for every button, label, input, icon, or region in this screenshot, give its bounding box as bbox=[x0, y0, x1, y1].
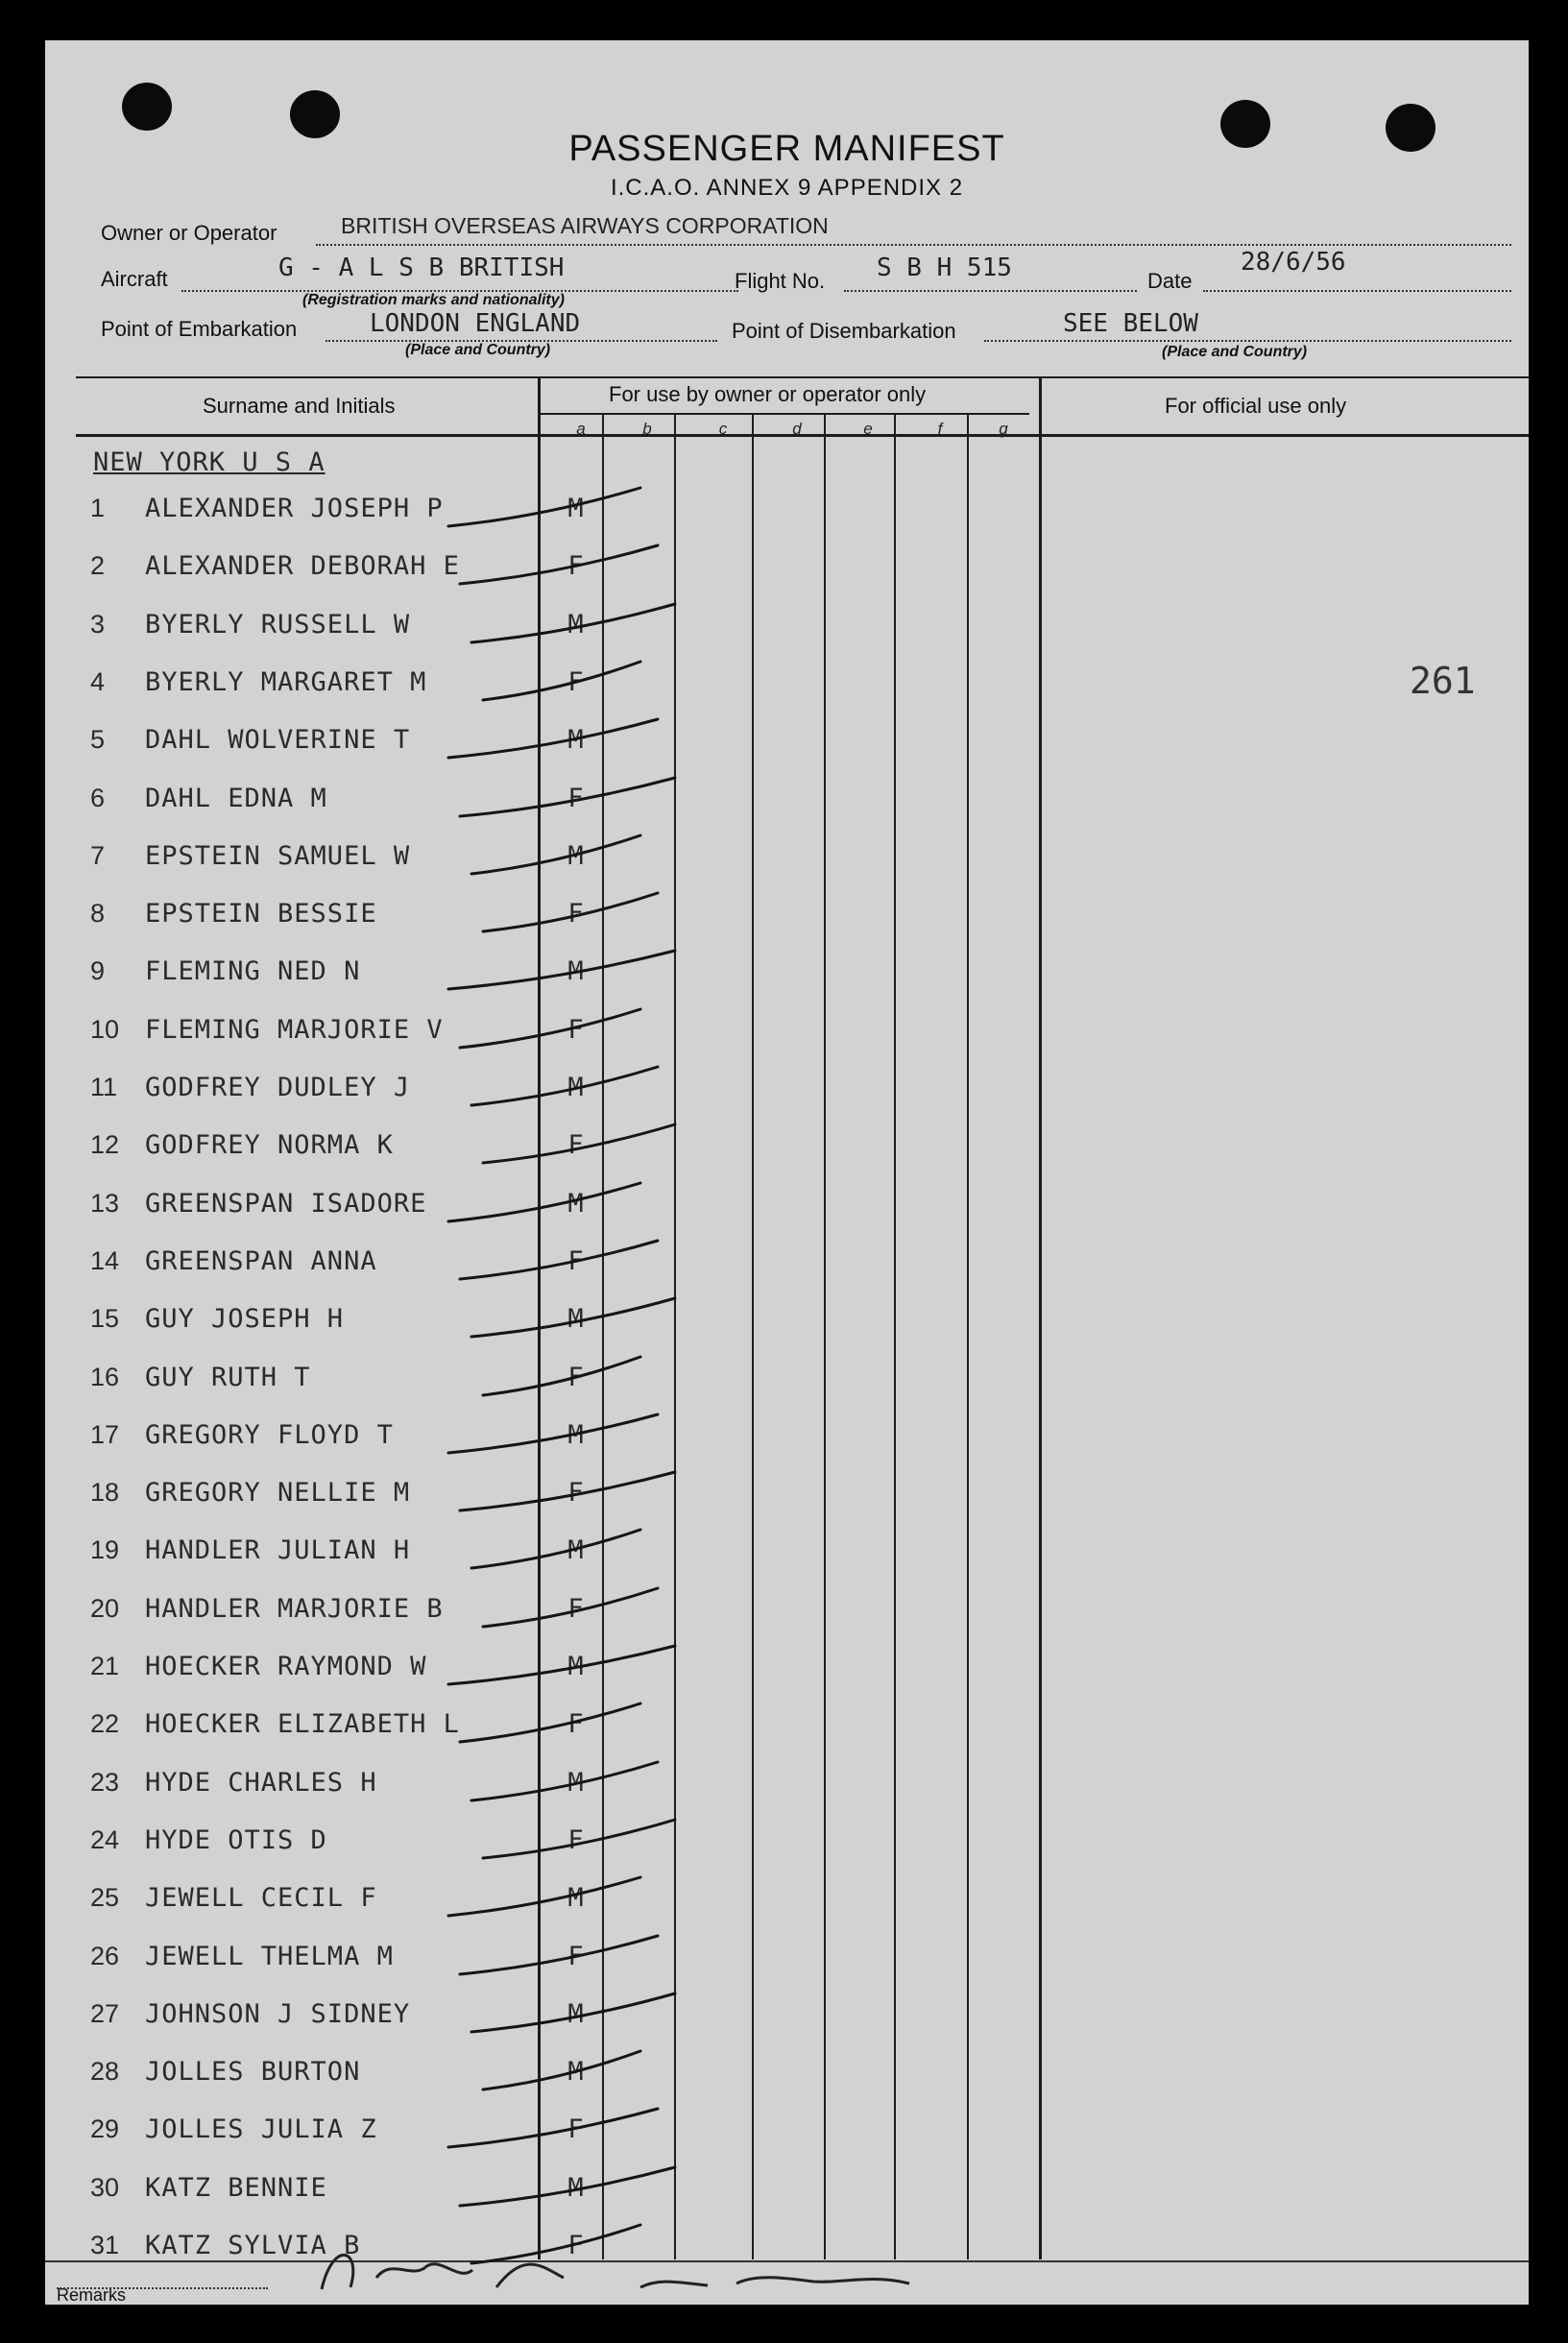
passenger-sex: M bbox=[567, 610, 585, 640]
passenger-sex: M bbox=[567, 2173, 585, 2203]
handwriting-layer bbox=[45, 40, 1529, 2305]
check-stroke bbox=[448, 1183, 640, 1221]
passenger-name: EPSTEIN SAMUEL W bbox=[145, 841, 411, 871]
check-stroke bbox=[448, 951, 675, 989]
passenger-sex: F bbox=[567, 1363, 585, 1392]
passenger-number: 13 bbox=[90, 1189, 120, 1218]
official-header: For official use only bbox=[1165, 394, 1347, 418]
column-letter-f: f bbox=[937, 420, 943, 438]
passenger-number: 21 bbox=[90, 1652, 120, 1680]
check-stroke bbox=[448, 2109, 658, 2147]
form-subtitle: I.C.A.O. ANNEX 9 APPENDIX 2 bbox=[610, 175, 964, 201]
passenger-number: 3 bbox=[90, 610, 106, 639]
passenger-name: GUY RUTH T bbox=[145, 1363, 311, 1392]
passenger-number: 22 bbox=[90, 1709, 120, 1738]
column-letter-b: b bbox=[642, 420, 652, 438]
passenger-number: 14 bbox=[90, 1246, 120, 1275]
signature bbox=[322, 2255, 909, 2289]
passenger-name: EPSTEIN BESSIE bbox=[145, 899, 377, 929]
form-title: PASSENGER MANIFEST bbox=[568, 129, 1005, 169]
passenger-sex: F bbox=[567, 1709, 585, 1739]
check-stroke bbox=[471, 1762, 658, 1800]
passenger-sex: F bbox=[567, 1594, 585, 1624]
check-stroke bbox=[483, 1124, 675, 1163]
passenger-sex: F bbox=[567, 2114, 585, 2144]
surname-header: Surname and Initials bbox=[203, 394, 396, 418]
passenger-name: JOLLES BURTON bbox=[145, 2057, 361, 2087]
column-letter-e: e bbox=[863, 420, 873, 438]
passenger-sex: F bbox=[567, 1478, 585, 1508]
owner-value: BRITISH OVERSEAS AIRWAYS CORPORATION bbox=[341, 213, 829, 238]
check-stroke bbox=[483, 662, 640, 700]
embarkation-hint: (Place and Country) bbox=[405, 342, 551, 358]
check-stroke bbox=[460, 1936, 658, 1974]
remarks-dotted-line bbox=[57, 2287, 268, 2289]
destination-heading: NEW YORK U S A bbox=[93, 447, 326, 477]
disembarkation-value: SEE BELOW bbox=[1063, 309, 1198, 338]
passenger-sex: M bbox=[567, 1652, 585, 1681]
embarkation-label: Point of Embarkation bbox=[101, 317, 298, 341]
passenger-number: 17 bbox=[90, 1420, 120, 1449]
column-letter-a: a bbox=[576, 420, 586, 438]
passenger-name: HOECKER ELIZABETH L bbox=[145, 1709, 460, 1739]
passenger-name: HOECKER RAYMOND W bbox=[145, 1652, 427, 1681]
passenger-name: DAHL EDNA M bbox=[145, 784, 327, 813]
page-stamp-number: 261 bbox=[1410, 660, 1476, 702]
passenger-sex: F bbox=[567, 1825, 585, 1855]
passenger-name: ALEXANDER DEBORAH E bbox=[145, 551, 460, 581]
disembarkation-hint: (Place and Country) bbox=[1162, 344, 1308, 360]
passenger-number: 4 bbox=[90, 667, 106, 696]
check-stroke bbox=[460, 1241, 658, 1279]
date-value: 28/6/56 bbox=[1241, 248, 1346, 277]
passenger-sex: F bbox=[567, 899, 585, 929]
passenger-number: 20 bbox=[90, 1594, 120, 1623]
passenger-sex: M bbox=[567, 1304, 585, 1334]
manifest-sheet bbox=[45, 40, 1529, 2305]
check-stroke bbox=[471, 1298, 675, 1337]
passenger-sex: M bbox=[567, 956, 585, 986]
passenger-number: 28 bbox=[90, 2057, 120, 2086]
owner-label: Owner or Operator bbox=[101, 221, 277, 245]
passenger-number: 26 bbox=[90, 1942, 120, 1970]
check-stroke bbox=[448, 1877, 640, 1916]
passenger-number: 30 bbox=[90, 2173, 120, 2202]
passenger-name: GREENSPAN ISADORE bbox=[145, 1189, 427, 1219]
passenger-number: 24 bbox=[90, 1825, 120, 1854]
passenger-number: 16 bbox=[90, 1363, 120, 1391]
passenger-sex: M bbox=[567, 2057, 585, 2087]
passenger-sex: M bbox=[567, 1883, 585, 1913]
passenger-number: 19 bbox=[90, 1535, 120, 1564]
date-label: Date bbox=[1147, 269, 1193, 293]
passenger-name: HYDE OTIS D bbox=[145, 1825, 327, 1855]
passenger-sex: F bbox=[567, 1015, 585, 1045]
check-stroke bbox=[471, 1993, 675, 2032]
passenger-number: 7 bbox=[90, 841, 106, 870]
check-stroke bbox=[483, 1820, 675, 1858]
passenger-name: BYERLY MARGARET M bbox=[145, 667, 427, 697]
flight-label: Flight No. bbox=[735, 269, 826, 293]
passenger-sex: M bbox=[567, 494, 585, 523]
passenger-number: 18 bbox=[90, 1478, 120, 1507]
check-stroke bbox=[483, 1357, 640, 1395]
passenger-number: 10 bbox=[90, 1015, 120, 1044]
passenger-name: FLEMING NED N bbox=[145, 956, 361, 986]
passenger-name: GREGORY NELLIE M bbox=[145, 1478, 411, 1508]
check-stroke bbox=[460, 1703, 640, 1742]
passenger-sex: F bbox=[567, 1942, 585, 1971]
passenger-name: GUY JOSEPH H bbox=[145, 1304, 345, 1334]
check-stroke bbox=[448, 488, 640, 526]
passenger-name: HYDE CHARLES H bbox=[145, 1768, 377, 1798]
passenger-number: 29 bbox=[90, 2114, 120, 2143]
passenger-name: BYERLY RUSSELL W bbox=[145, 610, 411, 640]
check-stroke bbox=[471, 604, 675, 642]
check-stroke bbox=[471, 2225, 640, 2263]
passenger-number: 23 bbox=[90, 1768, 120, 1797]
passenger-name: KATZ BENNIE bbox=[145, 2173, 327, 2203]
passenger-name: JEWELL CECIL F bbox=[145, 1883, 377, 1913]
passenger-sex: M bbox=[567, 1999, 585, 2029]
passenger-sex: M bbox=[567, 1189, 585, 1219]
passenger-name: GREGORY FLOYD T bbox=[145, 1420, 394, 1450]
check-stroke bbox=[471, 1530, 640, 1568]
check-stroke bbox=[483, 1588, 658, 1627]
remarks-label: Remarks bbox=[57, 2285, 127, 2305]
check-stroke bbox=[460, 545, 658, 584]
passenger-name: KATZ SYLVIA B bbox=[145, 2231, 361, 2260]
passenger-number: 9 bbox=[90, 956, 106, 985]
passenger-sex: F bbox=[567, 1130, 585, 1160]
passenger-sex: F bbox=[567, 1246, 585, 1276]
check-stroke bbox=[471, 1067, 658, 1105]
aircraft-value: G - A L S B BRITISH bbox=[278, 254, 565, 282]
check-stroke bbox=[460, 1472, 675, 1510]
passenger-name: JEWELL THELMA M bbox=[145, 1942, 394, 1971]
aircraft-label: Aircraft bbox=[101, 267, 168, 291]
passenger-sex: F bbox=[567, 667, 585, 697]
embarkation-value: LONDON ENGLAND bbox=[370, 309, 581, 338]
passenger-name: HANDLER MARJORIE B bbox=[145, 1594, 444, 1624]
check-stroke bbox=[460, 778, 675, 816]
disembarkation-label: Point of Disembarkation bbox=[732, 319, 956, 343]
check-stroke bbox=[460, 1009, 640, 1048]
passenger-number: 6 bbox=[90, 784, 106, 812]
passenger-name: JOLLES JULIA Z bbox=[145, 2114, 377, 2144]
passenger-sex: M bbox=[567, 841, 585, 871]
column-letter-c: c bbox=[718, 420, 728, 438]
passenger-name: GODFREY DUDLEY J bbox=[145, 1073, 411, 1102]
check-stroke bbox=[448, 1646, 675, 1684]
passenger-number: 5 bbox=[90, 725, 106, 754]
check-stroke bbox=[483, 2051, 640, 2089]
passenger-sex: M bbox=[567, 1073, 585, 1102]
passenger-sex: M bbox=[567, 1535, 585, 1565]
column-letter-g: g bbox=[999, 420, 1008, 438]
check-stroke bbox=[448, 719, 658, 758]
passenger-name: JOHNSON J SIDNEY bbox=[145, 1999, 411, 2029]
check-stroke bbox=[483, 893, 658, 931]
passenger-sex: M bbox=[567, 725, 585, 755]
passenger-name: FLEMING MARJORIE V bbox=[145, 1015, 444, 1045]
check-stroke bbox=[471, 835, 640, 874]
passenger-number: 8 bbox=[90, 899, 106, 928]
passenger-name: DAHL WOLVERINE T bbox=[145, 725, 411, 755]
passenger-name: GODFREY NORMA K bbox=[145, 1130, 394, 1160]
column-letter-d: d bbox=[792, 420, 802, 438]
passenger-name: GREENSPAN ANNA bbox=[145, 1246, 377, 1276]
aircraft-hint: (Registration marks and nationality) bbox=[302, 292, 565, 308]
passenger-sex: F bbox=[567, 551, 585, 581]
passenger-number: 11 bbox=[90, 1073, 118, 1101]
passenger-sex: M bbox=[567, 1420, 585, 1450]
passenger-name: ALEXANDER JOSEPH P bbox=[145, 494, 444, 523]
passenger-number: 2 bbox=[90, 551, 106, 580]
passenger-sex: F bbox=[567, 784, 585, 813]
operator-header: For use by owner or operator only bbox=[609, 382, 927, 406]
passenger-number: 1 bbox=[90, 494, 106, 522]
passenger-number: 31 bbox=[90, 2231, 120, 2259]
passenger-number: 27 bbox=[90, 1999, 120, 2028]
passenger-number: 12 bbox=[90, 1130, 120, 1159]
passenger-number: 15 bbox=[90, 1304, 120, 1333]
flight-value: S B H 515 bbox=[877, 254, 1012, 282]
check-stroke bbox=[460, 2167, 675, 2206]
check-stroke bbox=[448, 1414, 658, 1453]
passenger-sex: F bbox=[567, 2231, 585, 2260]
passenger-sex: M bbox=[567, 1768, 585, 1798]
passenger-number: 25 bbox=[90, 1883, 120, 1912]
passenger-name: HANDLER JULIAN H bbox=[145, 1535, 411, 1565]
